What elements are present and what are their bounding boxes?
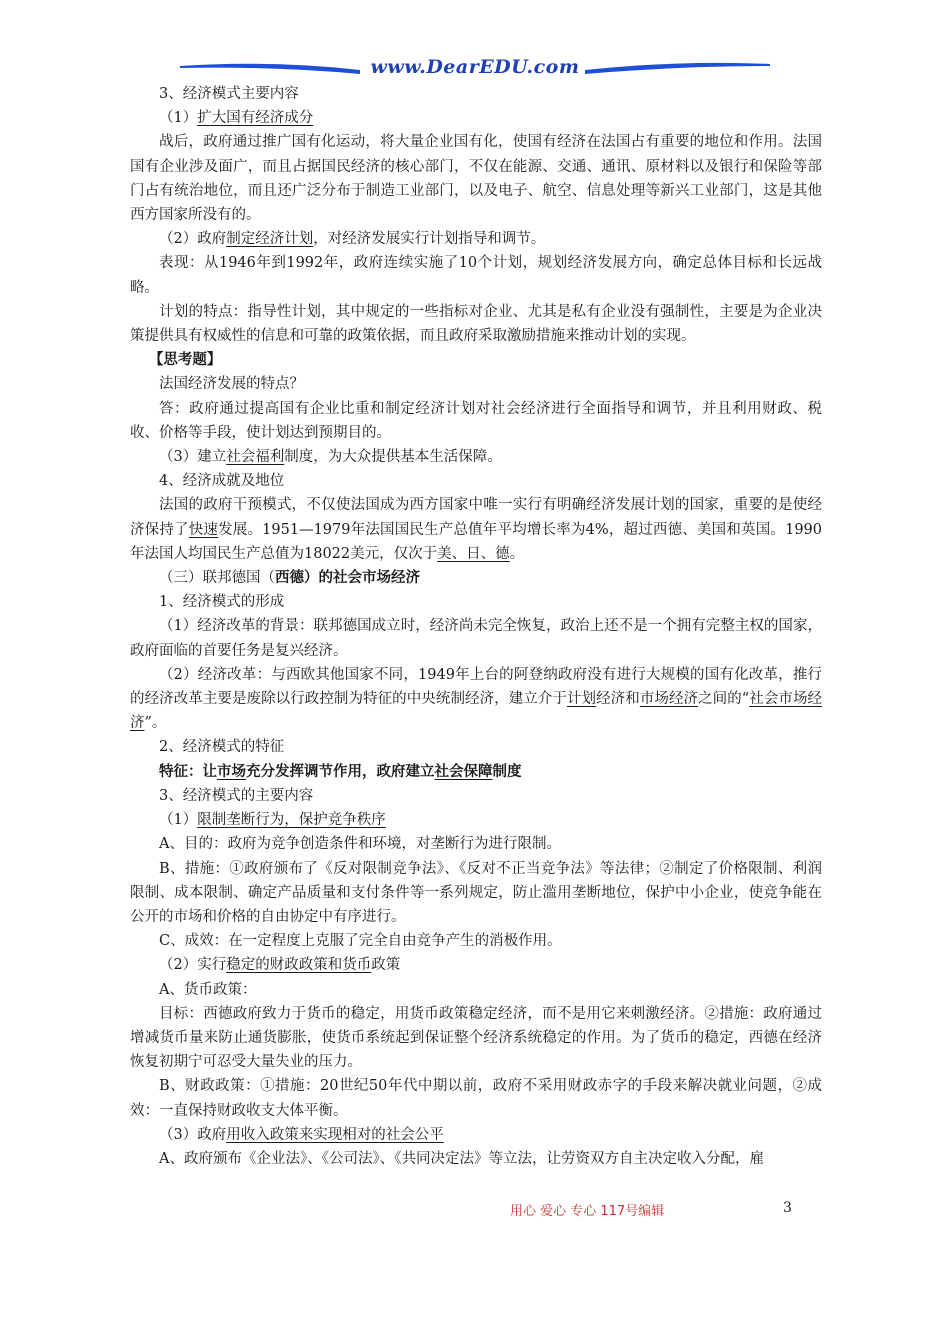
section-heading: 3、经济模式主要内容 — [159, 86, 299, 102]
chapter-heading: （三）联邦德国（西德）的社会市场经济 — [159, 569, 420, 587]
section-heading: 4、经济成就及地位 — [159, 473, 285, 490]
section-heading: 2、经济模式的特征 — [159, 739, 285, 756]
sub-heading: （3）政府用收入政策来实现相对的社会公平 — [159, 1126, 444, 1143]
paragraph: C、成效：在一定程度上克服了完全自由竞争产生的消极作用。 — [159, 933, 562, 950]
paragraph: B、财政政策：①措施：20世纪50年代中期以前，政府不采用财政赤字的手段来解决就业问题，②成效：一直保持财政收支大体平衡。 — [130, 1078, 822, 1119]
page-footer — [0, 1200, 950, 1230]
paragraph: 法国的政府干预模式，不仅使法国成为西方国家中唯一实行有明确经济发展计划的国家，重要的是使经济保持了快速发展。1951—1979年法国国民生产总值年平均增长率为4%，超过西德、美国和英国。1990年法国人均国民生产总值为18022美元，仅次于美、日、德。 — [130, 497, 822, 562]
sub-heading: （2）政府制定经济计划，对经济发展实行计划指导和调节。 — [159, 231, 546, 248]
sub-heading: （1）限制垄断行为，保护竞争秩序 — [159, 812, 386, 829]
paragraph: A、货币政策： — [159, 981, 257, 998]
sub-heading: （3）建立社会福利制度，为大众提供基本生活保障。 — [159, 449, 502, 466]
paragraph: 表现：从1946年到1992年，政府连续实施了10个计划，规划经济发展方向，确定总体目标和长远战略。 — [130, 255, 822, 296]
paragraph: A、目的：政府为竞争创造条件和环境，对垄断行为进行限制。 — [159, 836, 561, 853]
paragraph: A、政府颁布《企业法》、《公司法》、《共同决定法》等立法，让劳资双方自主决定收入分配，雇 — [159, 1150, 764, 1167]
sub-heading: （1）扩大国有经济成分 — [159, 110, 314, 127]
section-heading: 3、经济模式的主要内容 — [159, 787, 314, 804]
answer: 答：政府通过提高国有企业比重和制定经济计划对社会经济进行全面指导和调节，并且利用财政、税收、价格等手段，使计划达到预期目的。 — [130, 400, 822, 441]
page-number: 3 — [783, 1200, 792, 1216]
paragraph: 计划的特点：指导性计划，其中规定的一些指标对企业、尤其是私有企业没有强制性，主要是为企业决策提供具有权威性的信息和可靠的政策依据，而且政府采取激励措施来推动计划的实现。 — [130, 303, 822, 345]
site-header-banner — [180, 52, 770, 86]
feature-line: 特征：让市场充分发挥调节作用，政府建立社会保障制度 — [159, 762, 522, 780]
site-url: www.DearEDU.com — [370, 56, 580, 78]
think-heading: 【思考题】 — [148, 351, 222, 369]
paragraph: （2）经济改革：与西欧其他国家不同，1949年上台的阿登纳政府没有进行大规模的国有化改革，推行的经济改革主要是废除以行政控制为特征的中央统制经济，建立介于计划经济和市场经济之间的“社会市场经济”。 — [130, 666, 823, 732]
paragraph: B、措施：①政府颁布了《反对限制竞争法》、《反对不正当竞争法》等法律；②制定了价格限制、利润限制、成本限制、确定产品质量和支付条件等一系列规定，防止滥用垄断地位，保护中小企业，使竞争能在公开的市场和价格的自由协定中有序进行。 — [130, 860, 822, 925]
sub-heading: （2）实行稳定的财政政策和货币政策 — [159, 957, 401, 974]
paragraph: （1）经济改革的背景：联邦德国成立时，经济尚未完全恢复，政治上还不是一个拥有完整主权的国家，政府面临的首要任务是复兴经济。 — [130, 618, 822, 659]
question: 法国经济发展的特点？ — [159, 376, 304, 393]
paragraph: 战后，政府通过推广国有化运动，将大量企业国有化，使国有经济在法国占有重要的地位和作用。法国国有企业涉及面广，而且占据国民经济的核心部门，不仅在能源、交通、通讯、原材料以及银行和保险等部门占有统治地位，而且还广泛分布于制造工业部门，以及电子、航空、信息处理等新兴工业部门，这是其他西方国家所没有的。 — [130, 134, 822, 224]
section-heading: 1、经济模式的形成 — [159, 594, 285, 611]
footer-note: 用心 爱心 专心 117号编辑 — [510, 1204, 665, 1219]
document-body — [130, 82, 822, 1171]
paragraph: 目标：西德政府致力于货币的稳定，用货币政策稳定经济，而不是用它来刺激经济。②措施：政府通过增减货币量来防止通货膨胀，使货币系统起到保证整个经济系统稳定的作用。为了货币的稳定，西德在经济恢复初期宁可忍受大量失业的压力。 — [130, 1005, 822, 1071]
